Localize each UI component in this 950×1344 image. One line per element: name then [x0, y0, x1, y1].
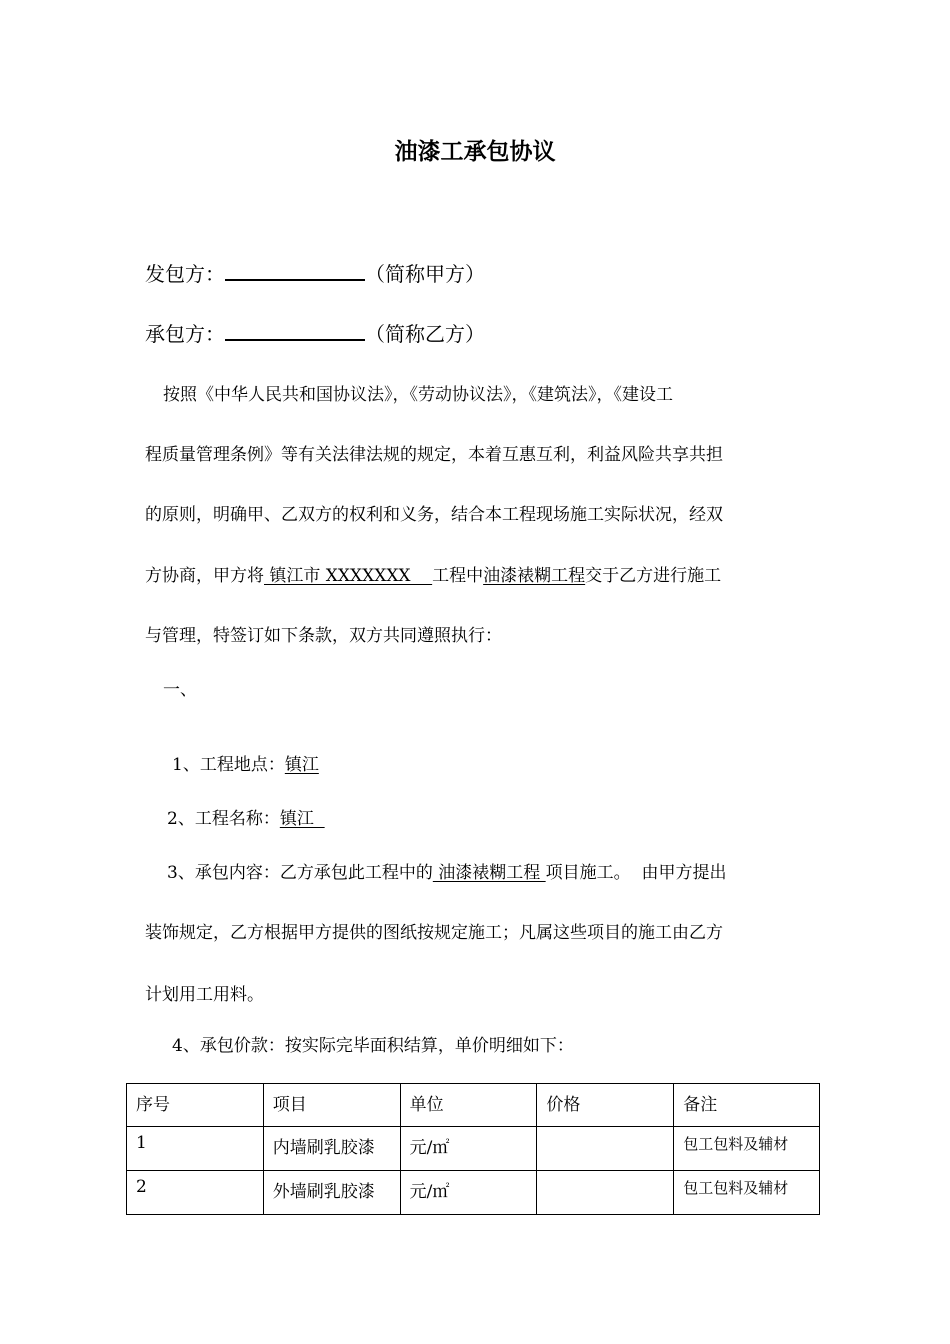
table-cell: 外墙刷乳胶漆 [263, 1171, 400, 1215]
table-header-cell: 项目 [263, 1084, 400, 1127]
party-b-note: （简称乙方） [365, 322, 485, 346]
party-a-blank [225, 263, 365, 281]
table-row [127, 1171, 820, 1215]
table-row [127, 1127, 820, 1171]
item-text: 项目施工。 由甲方提出 [545, 863, 727, 883]
table-cell: 包工包料及辅材 [674, 1171, 820, 1215]
work-type: 油漆裱糊工程 [432, 863, 546, 883]
table-header-cell: 单位 [400, 1084, 537, 1127]
price-table [126, 1083, 820, 1215]
party-b-label: 承包方： [145, 322, 225, 346]
table-cell: 包工包料及辅材 [674, 1127, 820, 1171]
table-header-row [127, 1084, 820, 1127]
table-cell: 1 [127, 1127, 264, 1171]
item-label: 2、工程名称： [167, 809, 280, 829]
item-value: 镇江 [284, 755, 319, 775]
party-a-note: （简称甲方） [365, 262, 485, 286]
party-b-line [145, 318, 485, 347]
item-label: 1、工程地点： [172, 755, 285, 775]
party-a-label: 发包方： [145, 262, 225, 286]
item-value: 镇江 [279, 809, 325, 829]
item-label: 3、承包内容：乙方承包此工程中的 [167, 863, 433, 883]
item-2-name [167, 804, 325, 829]
table-cell: 内墙刷乳胶漆 [263, 1127, 400, 1171]
party-b-blank [225, 323, 365, 341]
table-cell: 元/㎡ [400, 1171, 537, 1215]
item-3-scope [167, 858, 726, 883]
intro-text: 工程中 [432, 566, 484, 586]
intro-line-2: 程质量管理条例》等有关法律法规的规定，本着互惠互利，利益风险共享共担 [145, 445, 723, 465]
intro-line-3: 的原则，明确甲、乙双方的权利和义务，结合本工程现场施工实际状况，经双 [145, 505, 723, 525]
table-header-cell: 价格 [537, 1084, 674, 1127]
item-1-location [172, 750, 319, 775]
document-title: 油漆工承包协议 [394, 138, 556, 165]
item-3-line-3: 计划用工用料。 [145, 985, 264, 1005]
table-cell: 2 [127, 1171, 264, 1215]
intro-line-4 [145, 561, 721, 586]
table-cell [537, 1171, 674, 1215]
intro-text: 方协商，甲方将 [145, 566, 264, 586]
section-one-heading: 一、 [163, 680, 197, 700]
table-cell: 元/㎡ [400, 1127, 537, 1171]
table-header-cell: 备注 [674, 1084, 820, 1127]
project-name: 镇江市 XXXXXXX [264, 566, 433, 586]
intro-line-1: 按照《中华人民共和国协议法》，《劳动协议法》，《建筑法》，《建设工 [163, 385, 673, 405]
table-cell [537, 1127, 674, 1171]
intro-text: 交于乙方进行施工 [585, 566, 722, 586]
intro-line-5: 与管理，特签订如下条款，双方共同遵照执行： [145, 626, 502, 646]
item-4-price: 4、承包价款：按实际完毕面积结算，单价明细如下： [172, 1036, 574, 1056]
party-a-line [145, 258, 485, 287]
item-3-line-2: 装饰规定，乙方根据甲方提供的图纸按规定施工；凡属这些项目的施工由乙方 [145, 923, 723, 943]
work-type: 油漆裱糊工程 [483, 566, 586, 586]
table-header-cell: 序号 [127, 1084, 264, 1127]
